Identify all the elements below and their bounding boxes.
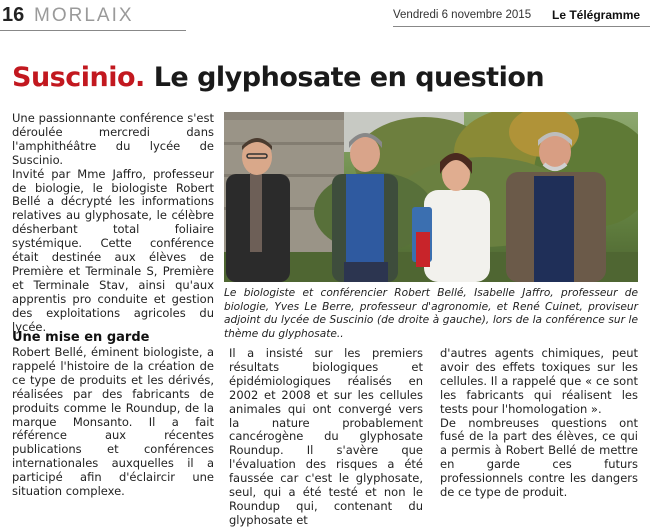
headline-kicker: Suscinio. [12,62,145,93]
section-subhead: Une mise en garde [12,330,150,345]
publication-date: Vendredi 6 novembre 2015 [393,9,532,21]
header-rule-left [0,30,186,31]
body-paragraph: d'autres agents chimiques, peut avoir des effets toxiques sur les cellules. Il a rappelé que « ce sont les fabricants qui réalisent les tests pour l'homologation ». [440,346,638,416]
body-paragraph: Il a insisté sur les premiers résultats biologiques et épidémiologiques réalisés en 2002 et 2008 et sur les cellules animales qui ont convergé vers la nature probablement cancérogène du glyphosate Roundup. Il s'avère que l'évaluation des risques a été faussée car c'est le glyphosate, seul, qui a été testé et non le Roundup qui, contenant du glyphosate et [229,346,423,527]
body-column-3 [440,347,638,500]
body-column-1 [12,330,214,499]
newspaper-name: Le Télégramme [552,8,641,22]
header-rule-right [393,26,650,27]
photo-caption: Le biologiste et conférencier Robert Bellé, Isabelle Jaffro, professeur de biologie, Yves Le Berre, professeur d'agronomie, et René Cuinet, proviseur adjoint du lycée de Suscinio (de droite à gauche), lors de la conférence sur le thème du glyphosate.. [224,287,638,340]
article-photo [224,112,638,282]
page-number: 16 [2,4,25,26]
intro-column [12,112,214,335]
page-header [0,0,650,32]
section-name: MORLAIX [34,5,134,26]
article-headline [12,60,544,96]
intro-paragraph: Invité par Mme Jaffro, professeur de biologie, le biologiste Robert Bellé a décrypté les informations relatives au glyphosate, le célèbre désherbant total foliaire systémique. Cette conférence était destinée aux élèves de Première et Terminale S, Première et Terminale Stav, ainsi qu'aux apprentis pro conduite et gestion des exploitations agricoles du lycée. [12,166,214,334]
intro-paragraph: Une passionnante conférence s'est déroulée mercredi dans l'amphithéâtre du lycée de Suscinio. [12,111,214,167]
headline-title: Le glyphosate en question [153,62,545,93]
article-photo-illustration [224,112,638,282]
body-paragraph: De nombreuses questions ont fusé de la part des élèves, ce qui a permis à Robert Bellé de mettre en garde ces futurs professionnels contre les dangers de ce type de produit. [440,415,638,500]
body-paragraph: Robert Bellé, éminent biologiste, a rappelé l'histoire de la création de ce type de produits et les dérivés, réalisées par des fabricants de produits comme le Roundup, de la marque Monsanto. Il a fait référence aux récentes publications et conférences internationales auxquelles il a participé afin d'éclaircir une situation complexe. [12,345,214,499]
body-column-2 [229,347,423,528]
